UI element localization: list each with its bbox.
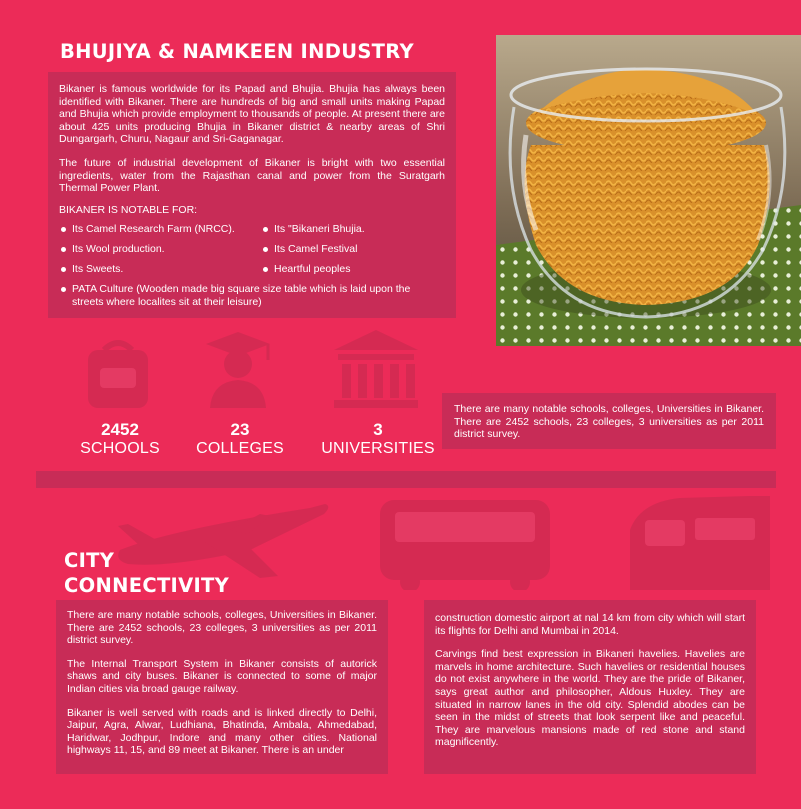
connectivity-title <box>64 548 229 598</box>
connectivity-right-panel <box>424 600 756 774</box>
stat-schools <box>70 420 170 458</box>
connectivity-left-p1: There are many notable schools, colleges, Universities in Bikaner. There are 2452 schools, 23 colleges, 3 universities as per 2011 district survey. <box>67 609 377 647</box>
stat-label: UNIVERSITIES <box>321 440 435 457</box>
bhujia-photo <box>496 35 801 346</box>
school-bag-icon <box>88 343 148 408</box>
stat-colleges <box>190 420 290 458</box>
stat-number: 3 <box>373 420 383 439</box>
stat-universities <box>318 420 438 458</box>
notable-item: Its Wool production. <box>72 243 165 255</box>
connectivity-right-p1: construction domestic airport at nal 14 km from city which will start its flights for Delhi and Mumbai in 2014. <box>435 612 745 637</box>
connectivity-left-panel <box>56 600 388 774</box>
bhujiya-panel <box>48 72 456 318</box>
bus-icon <box>380 500 550 590</box>
university-building-icon <box>334 330 418 408</box>
bhujia-bowl-illustration <box>496 35 801 346</box>
notable-item: Heartful peoples <box>274 263 351 275</box>
connectivity-right-p2: Carvings find best expression in Bikaneri havelies. Havelies are marvels in home architecture. Such havelies or residential houses do not exist anywhere in the world. They are the pride of Bikaner, says great author and philosopher, Aldous Huxley. They are situated in narrow lanes in the old city. Splendid abodes can be seen in the midst of streets that look serpent like and peaceful. They are marvelous mansions made of red stone and stand magnificently. <box>435 648 745 749</box>
stats-note: There are many notable schools, colleges, Universities in Bikaner. There are 2452 schools, 23 colleges, 3 universities as per 2011 district survey. <box>454 403 764 441</box>
stat-label: SCHOOLS <box>80 440 160 457</box>
connectivity-left-p2: The Internal Transport System in Bikaner consists of autorick shaws and city buses. Bikaner is connected to some of major Indian cities via broad gauge railway. <box>67 657 377 695</box>
notable-item: PATA Culture (Wooden made big square size table which is laid upon the streets where localites sit at their leisure) <box>72 283 444 308</box>
stat-number: 23 <box>230 420 250 439</box>
notable-item: Its Camel Festival <box>274 243 358 255</box>
train-icon <box>630 496 770 590</box>
graduate-icon <box>206 332 270 408</box>
bhujiya-paragraph-2: The future of industrial development of Bikaner is bright with two essential ingredients, water from the Rajasthan canal and power from the Suratgarh Thermal Power Plant. <box>59 156 445 195</box>
section-divider <box>36 471 776 488</box>
bhujiya-title: BHUJIYA & NAMKEEN INDUSTRY <box>60 40 414 63</box>
notable-heading: BIKANER IS NOTABLE FOR: <box>59 203 198 216</box>
notable-item: Its "Bikaneri Bhujia. <box>274 223 365 235</box>
stat-number: 2452 <box>101 420 139 439</box>
stats-note-panel <box>442 393 776 449</box>
notable-item: Its Sweets. <box>72 263 124 275</box>
bhujiya-paragraph-1: Bikaner is famous worldwide for its Papad and Bhujia. Bhujia has always been identified with Bikaner. There are hundreds of big and small units making Papad and Bhujia which provide employment to thousands of people. At present there are about 425 units producing Bhujia in Bikaner district & nearby areas of Shri Dungargarh, Churu, Nagaur and Sri-Gaganagar. <box>59 83 445 146</box>
stat-label: COLLEGES <box>196 440 284 457</box>
connectivity-title-line-1: CITY <box>64 549 115 572</box>
connectivity-left-p3: Bikaner is well served with roads and is linked directly to Delhi, Jaipur, Agra, Alwar, Ludhiana, Bhatinda, Ambala, Ahmedabad, Haridwar, Jodhpur, Indore and many other cities. National highways 11, 15, and 89 meet at Bikaner. There is an under <box>67 706 377 757</box>
notable-list <box>48 72 456 318</box>
connectivity-title-line-2: CONNECTIVITY <box>64 574 230 597</box>
stats-icons <box>80 330 440 410</box>
notable-item: Its Camel Research Farm (NRCC). <box>72 223 235 235</box>
